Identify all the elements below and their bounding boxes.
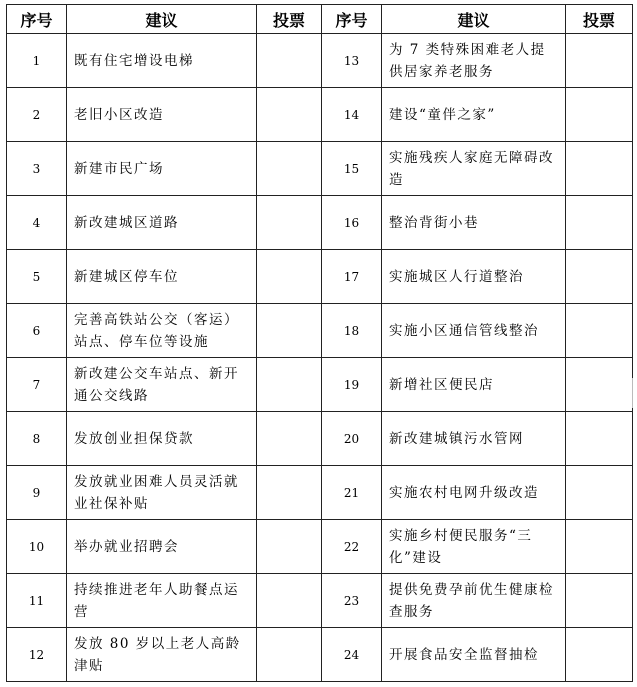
- vote-cell[interactable]: [257, 466, 322, 520]
- vote-cell[interactable]: [257, 88, 322, 142]
- suggestion-text: 新建市民广场: [67, 142, 257, 196]
- suggestion-text: 新增社区便民店: [382, 358, 566, 412]
- header-vote-left: 投票: [257, 5, 322, 34]
- suggestion-text: 实施残疾人家庭无障碍改造: [382, 142, 566, 196]
- suggestion-number: 21: [322, 466, 382, 520]
- table-row: [7, 412, 633, 466]
- suggestion-text: 发放就业困难人员灵活就业社保补贴: [67, 466, 257, 520]
- vote-cell[interactable]: [257, 520, 322, 574]
- table-row: [7, 358, 633, 412]
- suggestion-number: 2: [7, 88, 67, 142]
- suggestion-text: 为 7 类特殊困难老人提供居家养老服务: [382, 34, 566, 88]
- suggestion-number: 24: [322, 628, 382, 682]
- vote-cell[interactable]: [566, 628, 633, 682]
- suggestion-number: 20: [322, 412, 382, 466]
- vote-cell[interactable]: [257, 142, 322, 196]
- suggestion-number: 23: [322, 574, 382, 628]
- vote-cell[interactable]: [566, 358, 633, 412]
- table-row: [7, 574, 633, 628]
- suggestion-number: 1: [7, 34, 67, 88]
- suggestion-number: 12: [7, 628, 67, 682]
- table-row: [7, 196, 633, 250]
- suggestion-text: 实施乡村便民服务“三化”建设: [382, 520, 566, 574]
- table-row: [7, 466, 633, 520]
- suggestion-text: 发放 80 岁以上老人高龄津贴: [67, 628, 257, 682]
- table-row: [7, 88, 633, 142]
- table-row: [7, 250, 633, 304]
- vote-cell[interactable]: [566, 574, 633, 628]
- vote-cell[interactable]: [257, 628, 322, 682]
- vote-cell[interactable]: [257, 196, 322, 250]
- vote-cell[interactable]: [566, 88, 633, 142]
- table-row: [7, 628, 633, 682]
- suggestion-number: 4: [7, 196, 67, 250]
- suggestion-text: 整治背街小巷: [382, 196, 566, 250]
- suggestion-number: 9: [7, 466, 67, 520]
- vote-cell[interactable]: [257, 574, 322, 628]
- suggestion-number: 5: [7, 250, 67, 304]
- suggestion-text: 新改建城区道路: [67, 196, 257, 250]
- suggestion-text: 新改建公交车站点、新开通公交线路: [67, 358, 257, 412]
- suggestion-text: 发放创业担保贷款: [67, 412, 257, 466]
- header-suggestion-right: 建议: [382, 5, 566, 34]
- suggestion-number: 10: [7, 520, 67, 574]
- vote-cell[interactable]: [566, 412, 633, 466]
- suggestion-vote-table: [6, 4, 633, 682]
- suggestion-text: 新建城区停车位: [67, 250, 257, 304]
- suggestion-number: 3: [7, 142, 67, 196]
- suggestion-text: 开展食品安全监督抽检: [382, 628, 566, 682]
- suggestion-number: 11: [7, 574, 67, 628]
- vote-cell[interactable]: [566, 520, 633, 574]
- suggestion-number: 19: [322, 358, 382, 412]
- header-no-right: 序号: [322, 5, 382, 34]
- suggestion-text: 既有住宅增设电梯: [67, 34, 257, 88]
- header-row: [7, 5, 633, 34]
- table-row: [7, 142, 633, 196]
- vote-cell[interactable]: [566, 34, 633, 88]
- suggestion-number: 17: [322, 250, 382, 304]
- suggestion-text: 建设“童伴之家”: [382, 88, 566, 142]
- header-no-left: 序号: [7, 5, 67, 34]
- header-vote-right: 投票: [566, 5, 633, 34]
- table-row: [7, 34, 633, 88]
- suggestion-text: 新改建城镇污水管网: [382, 412, 566, 466]
- suggestion-text: 提供免费孕前优生健康检查服务: [382, 574, 566, 628]
- suggestion-number: 13: [322, 34, 382, 88]
- suggestion-number: 22: [322, 520, 382, 574]
- suggestion-text: 实施城区人行道整治: [382, 250, 566, 304]
- suggestion-number: 7: [7, 358, 67, 412]
- suggestion-number: 18: [322, 304, 382, 358]
- vote-cell[interactable]: [566, 142, 633, 196]
- vote-cell[interactable]: [257, 34, 322, 88]
- suggestion-text: 持续推进老年人助餐点运营: [67, 574, 257, 628]
- vote-cell[interactable]: [566, 250, 633, 304]
- page-edge-mark: [632, 378, 636, 408]
- suggestion-number: 8: [7, 412, 67, 466]
- suggestion-number: 15: [322, 142, 382, 196]
- suggestion-number: 6: [7, 304, 67, 358]
- suggestion-text: 实施小区通信管线整治: [382, 304, 566, 358]
- table-row: [7, 304, 633, 358]
- vote-cell[interactable]: [566, 304, 633, 358]
- vote-cell[interactable]: [566, 466, 633, 520]
- table-row: [7, 520, 633, 574]
- vote-cell[interactable]: [257, 412, 322, 466]
- suggestion-number: 14: [322, 88, 382, 142]
- suggestion-text: 实施农村电网升级改造: [382, 466, 566, 520]
- vote-cell[interactable]: [257, 304, 322, 358]
- suggestion-text: 完善高铁站公交（客运）站点、停车位等设施: [67, 304, 257, 358]
- vote-cell[interactable]: [257, 358, 322, 412]
- vote-cell[interactable]: [566, 196, 633, 250]
- suggestion-number: 16: [322, 196, 382, 250]
- suggestion-text: 老旧小区改造: [67, 88, 257, 142]
- vote-cell[interactable]: [257, 250, 322, 304]
- header-suggestion-left: 建议: [67, 5, 257, 34]
- suggestion-text: 举办就业招聘会: [67, 520, 257, 574]
